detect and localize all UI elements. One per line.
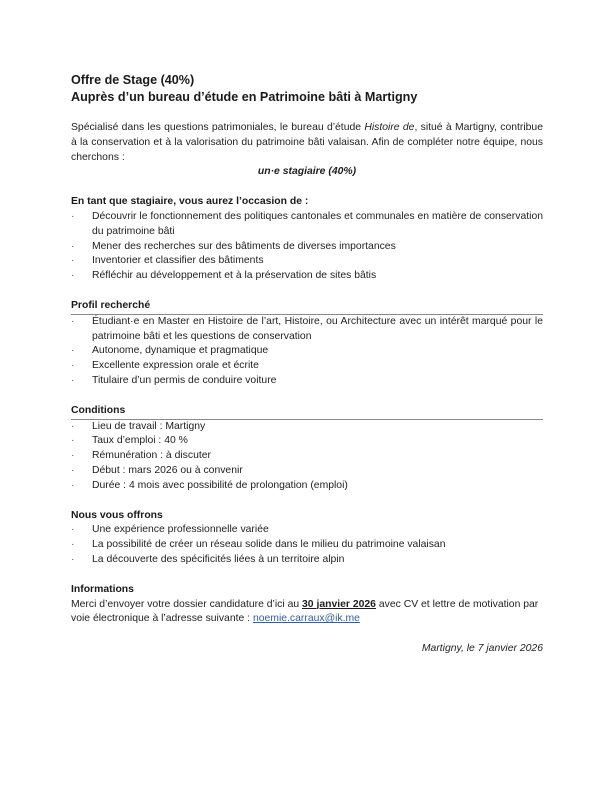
offer-list <box>71 523 543 567</box>
list-item: · Excellente expression orale et écrite <box>71 359 543 374</box>
title-line-1: Offre de Stage (40%) <box>71 73 195 87</box>
section-profile <box>71 299 543 389</box>
section-offer <box>71 509 543 568</box>
list-item: · Début : mars 2026 ou à convenir <box>71 464 543 479</box>
bullet-icon: · <box>71 524 75 536</box>
list-item: · La découverte des spécificités liées à un territoire alpin <box>71 553 543 568</box>
title-line-2: Auprès d’un bureau d’étude en Patrimoine bâti à Martigny <box>71 90 418 104</box>
section-heading: Informations <box>71 583 134 595</box>
section-heading: Conditions <box>71 404 543 420</box>
conditions-list <box>71 420 543 494</box>
bullet-icon: · <box>71 374 75 386</box>
bullet-icon: · <box>71 270 75 282</box>
section-conditions <box>71 404 543 494</box>
bullet-icon: · <box>71 435 75 447</box>
company-name: Histoire de <box>364 122 415 133</box>
list-item: · Réfléchir au développement et à la préservation de sites bâtis <box>71 269 543 284</box>
bullet-icon: · <box>71 315 75 327</box>
list-item: · Durée : 4 mois avec possibilité de prolongation (emploi) <box>71 479 543 494</box>
list-item: · Rémunération : à discuter <box>71 449 543 464</box>
position-title: un·e stagiaire (40%) <box>257 166 357 178</box>
bullet-icon: · <box>71 360 75 372</box>
email-link[interactable]: noemie.carraux@ik.me <box>252 613 360 625</box>
bullet-icon: · <box>71 345 75 357</box>
section-tasks <box>71 195 543 284</box>
list-item: · Découvrir le fonctionnement des politiques cantonales et communales en matière de conservation du patrimoine bâti <box>71 210 543 237</box>
bullet-icon: · <box>71 210 75 222</box>
list-item: · Étudiant·e en Master en Histoire de l’art, Histoire, ou Architecture avec un intérêt marqué pour le patrimoine bâti et les questions de conservation <box>71 315 543 342</box>
list-item: · Titulaire d’un permis de conduire voiture <box>71 374 543 389</box>
bullet-icon: · <box>71 450 75 462</box>
job-offer-document <box>71 72 543 657</box>
list-item: · Une expérience professionnelle variée <box>71 523 543 538</box>
bullet-icon: · <box>71 479 75 491</box>
section-informations <box>71 583 543 627</box>
place-and-date: Martigny, le 7 janvier 2026 <box>421 643 543 655</box>
list-item: · Mener des recherches sur des bâtiments de diverses importances <box>71 240 543 255</box>
document-title <box>71 72 543 106</box>
intro-text-2: , situé à Martigny, contribue à la conservation et à la valorisation du patrimoine bâti valaisan. Afin de compléter notre équipe, nous cherchons : <box>71 122 543 163</box>
bullet-icon: · <box>71 255 75 267</box>
application-deadline: 30 janvier 2026 <box>302 598 376 610</box>
list-item: · La possibilité de créer un réseau solide dans le milieu du patrimoine valaisan <box>71 538 543 553</box>
list-item: · Inventorier et classifier des bâtiments <box>71 254 543 269</box>
intro-text-1: Spécialisé dans les questions patrimoniales, le bureau d’étude <box>71 122 365 133</box>
bullet-icon: · <box>71 553 75 565</box>
profile-list <box>71 315 543 389</box>
list-item: · Taux d’emploi : 40 % <box>71 434 543 449</box>
intro-paragraph <box>71 121 543 165</box>
list-item: · Autonome, dynamique et pragmatique <box>71 344 543 359</box>
bullet-icon: · <box>71 420 75 432</box>
section-heading: Profil recherché <box>71 299 543 315</box>
task-list <box>71 210 543 284</box>
bullet-icon: · <box>71 464 75 476</box>
section-heading: Nous vous offrons <box>71 509 163 521</box>
bullet-icon: · <box>71 240 75 252</box>
section-heading: En tant que stagiaire, vous aurez l’occasion de : <box>71 196 309 208</box>
application-instructions: Merci d’envoyer votre dossier candidature d’ici au 30 janvier 2026 avec CV et lettre de motivation par voie électronique à l’adresse suivante : noemie.carraux@ik.me <box>71 598 539 625</box>
list-item: · Lieu de travail : Martigny <box>71 420 543 435</box>
bullet-icon: · <box>71 539 75 551</box>
